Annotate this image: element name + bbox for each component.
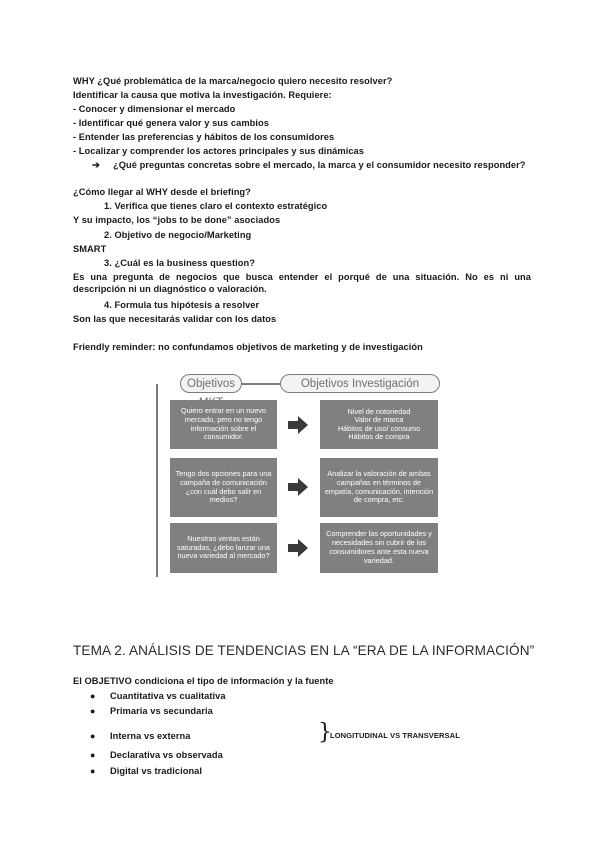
bullet-icon: ● xyxy=(90,731,96,741)
bullet-icon: ● xyxy=(90,706,96,716)
how-step-2: 2. Objetivo de negocio/Marketing xyxy=(104,230,252,240)
objetivo-line: El OBJETIVO condiciona el tipo de información y la fuente xyxy=(73,676,334,686)
mkt-box-1: Quiero entrar en un nuevo mercado, pero no tengo información sobre el consumidor. xyxy=(170,400,277,449)
bullet-item-2: Primaria vs secundaria xyxy=(110,706,213,716)
why-arrow-text: ¿Qué preguntas concretas sobre el mercado, la marca y el consumidor necesito responder? xyxy=(113,160,526,170)
bullet-item-1: Cuantitativa vs cualitativa xyxy=(110,691,226,701)
longitudinal-label: LONGITUDINAL VS TRANSVERSAL xyxy=(330,731,460,740)
how-step-3-note: Es una pregunta de negocios que busca entender el porqué de una situación. No es ni una descripción ni un diagnóstico o valoración. xyxy=(73,272,531,294)
mkt-box-2: Tengo dos opciones para una campaña de comunicación ¿con cuál debo salir en medios? xyxy=(170,458,277,517)
why-question: WHY ¿Qué problemática de la marca/negocio quiero necesito resolver? xyxy=(73,76,393,86)
inv-box-2: Analizar la valoración de ambas campañas en términos de empatía, comunicación, intención de compra, etc. xyxy=(320,458,438,517)
how-step-2-note: SMART xyxy=(73,244,107,254)
bullet-item-4: Declarativa vs observada xyxy=(110,750,223,760)
friendly-reminder: Friendly reminder: no confundamos objetivos de marketing y de investigación xyxy=(73,342,423,352)
how-step-1: 1. Verifica que tienes claro el contexto estratégico xyxy=(104,201,328,211)
arrow-right-icon xyxy=(288,538,308,558)
objectives-diagram xyxy=(152,370,449,580)
brace-icon: } xyxy=(318,720,332,745)
bullet-icon: ● xyxy=(90,766,96,776)
inv-box-1 xyxy=(320,400,438,449)
header-objetivos-mkt: Objetivos xyxy=(180,374,242,393)
why-item-3: - Entender las preferencias y hábitos de los consumidores xyxy=(73,132,335,142)
bullet-item-5: Digital vs tradicional xyxy=(110,766,203,776)
arrow-right-icon xyxy=(288,477,308,497)
inv-box-1-text: Nivel de notoriedad Valor de marca Hábitos de uso/ consumo Hábitos de compra xyxy=(337,407,421,441)
mkt-box-3: Nuestras ventas están saturadas, ¿debo lanzar una nueva variedad al mercado? xyxy=(170,523,277,573)
how-step-1-note: Y su impacto, los “jobs to be done” asociados xyxy=(73,215,281,225)
header-connector xyxy=(238,383,284,385)
bullet-item-3: Interna vs externa xyxy=(110,731,191,741)
why-requirement: Identificar la causa que motiva la investigación. Requiere: xyxy=(73,90,332,100)
inv-box-3: Comprender las oportunidades y necesidades sin cubrir de los consumidores ante esta nueva variedad. xyxy=(320,523,438,573)
why-item-1: - Conocer y dimensionar el mercado xyxy=(73,104,236,114)
bullet-icon: ● xyxy=(90,691,96,701)
tema-2-heading: TEMA 2. ANÁLISIS DE TENDENCIAS EN LA “ERA DE LA INFORMACIÓN” xyxy=(73,643,535,658)
why-item-2: - Identificar qué genera valor y sus cambios xyxy=(73,118,269,128)
how-step-3: 3. ¿Cuál es la business question? xyxy=(104,258,255,268)
how-step-4: 4. Formula tus hipótesis a resolver xyxy=(104,300,260,310)
header-objetivos-investigacion: Objetivos Investigación xyxy=(280,374,440,393)
why-item-4: - Localizar y comprender los actores principales y sus dinámicas xyxy=(73,146,364,156)
diagram-left-rail xyxy=(156,384,158,577)
arrow-right-icon xyxy=(288,415,308,435)
bullet-icon: ● xyxy=(90,750,96,760)
how-step-4-note: Son las que necesitarás validar con los datos xyxy=(73,314,277,324)
arrow-right-icon: ➔ xyxy=(92,160,100,170)
how-title: ¿Cómo llegar al WHY desde el briefing? xyxy=(73,187,251,197)
